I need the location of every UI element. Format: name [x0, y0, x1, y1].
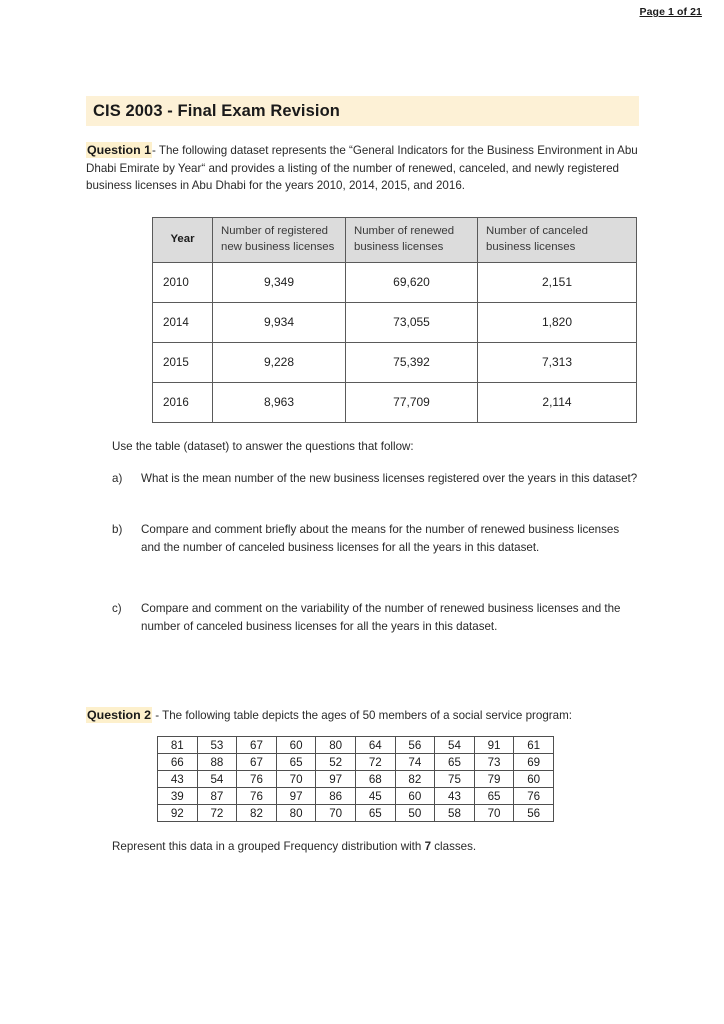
age-cell: 56	[514, 805, 554, 822]
cell-canceled: 2,114	[478, 382, 637, 422]
age-cell: 60	[395, 788, 435, 805]
column-header-renewed-licenses: Number of renewed business licenses	[346, 217, 478, 262]
document-title: CIS 2003 - Final Exam Revision	[86, 96, 639, 126]
age-cell: 97	[276, 788, 316, 805]
age-cell: 81	[158, 737, 198, 754]
table-row	[158, 788, 554, 805]
age-cell: 50	[395, 805, 435, 822]
cell-year: 2016	[153, 382, 213, 422]
age-cell: 76	[514, 788, 554, 805]
cell-canceled: 7,313	[478, 342, 637, 382]
age-cell: 67	[237, 754, 277, 771]
age-cell: 91	[474, 737, 514, 754]
question1-subquestions	[86, 470, 639, 636]
subquestion-c-marker: c)	[112, 602, 122, 615]
cell-canceled: 1,820	[478, 302, 637, 342]
age-cell: 61	[514, 737, 554, 754]
question2-closing-instruction	[112, 840, 639, 853]
age-cell: 80	[316, 737, 356, 754]
age-cell: 92	[158, 805, 198, 822]
question2-label: Question 2	[87, 708, 152, 722]
age-cell: 80	[276, 805, 316, 822]
table-row	[158, 754, 554, 771]
subquestion-b-marker: b)	[112, 523, 123, 536]
closing-prefix: Represent this data in a grouped Frequency distribution with	[112, 840, 425, 854]
age-cell: 66	[158, 754, 198, 771]
cell-canceled: 2,151	[478, 262, 637, 302]
age-cell: 86	[316, 788, 356, 805]
table-row	[153, 342, 637, 382]
age-cell: 76	[237, 771, 277, 788]
age-cell: 65	[276, 754, 316, 771]
cell-new: 9,934	[213, 302, 346, 342]
question1-intro-paragraph	[86, 142, 639, 195]
age-cell: 60	[276, 737, 316, 754]
closing-suffix: classes.	[431, 840, 477, 854]
column-header-year: Year	[153, 217, 213, 262]
ages-grid-table	[157, 736, 554, 822]
age-cell: 56	[395, 737, 435, 754]
age-cell: 69	[514, 754, 554, 771]
cell-renewed: 77,709	[346, 382, 478, 422]
cell-year: 2010	[153, 262, 213, 302]
age-cell: 76	[237, 788, 277, 805]
age-cell: 87	[197, 788, 237, 805]
age-cell: 65	[355, 805, 395, 822]
age-cell: 70	[276, 771, 316, 788]
subquestion-a-text: What is the mean number of the new business licenses registered over the years in this dataset?	[141, 471, 638, 485]
question1-intro-text: - The following dataset represents the “General Indicators for the Business Environment in Abu Dhabi Emirate by Year“ and provides a listing of the number of renewed, canceled, and newly registered business licenses in Abu Dhabi for the years 2010, 2014, 2015, and 2016.	[86, 144, 638, 192]
ages-grid-container	[157, 736, 639, 822]
age-cell: 70	[474, 805, 514, 822]
cell-renewed: 75,392	[346, 342, 478, 382]
table-row	[158, 737, 554, 754]
column-header-canceled-licenses: Number of canceled business licenses	[478, 217, 637, 262]
age-cell: 65	[474, 788, 514, 805]
ages-grid-body	[158, 737, 554, 822]
age-cell: 82	[395, 771, 435, 788]
age-cell: 60	[514, 771, 554, 788]
cell-renewed: 73,055	[346, 302, 478, 342]
question2-block	[86, 707, 639, 853]
age-cell: 45	[355, 788, 395, 805]
cell-new: 8,963	[213, 382, 346, 422]
age-cell: 43	[435, 788, 475, 805]
use-table-instruction: Use the table (dataset) to answer the questions that follow:	[112, 439, 414, 453]
age-cell: 74	[395, 754, 435, 771]
age-cell: 70	[316, 805, 356, 822]
age-cell: 72	[355, 754, 395, 771]
age-cell: 58	[435, 805, 475, 822]
subquestion-c	[112, 600, 639, 635]
cell-new: 9,349	[213, 262, 346, 302]
age-cell: 82	[237, 805, 277, 822]
page-number-header: Page 1 of 21	[639, 6, 702, 18]
age-cell: 68	[355, 771, 395, 788]
column-header-new-licenses: Number of registered new business licenses	[213, 217, 346, 262]
table-row	[153, 302, 637, 342]
age-cell: 54	[197, 771, 237, 788]
age-cell: 39	[158, 788, 198, 805]
table-row	[158, 771, 554, 788]
age-cell: 52	[316, 754, 356, 771]
age-cell: 79	[474, 771, 514, 788]
cell-year: 2014	[153, 302, 213, 342]
table-row	[153, 382, 637, 422]
age-cell: 88	[197, 754, 237, 771]
table-row	[153, 262, 637, 302]
dataset-table-container	[152, 217, 639, 423]
age-cell: 73	[474, 754, 514, 771]
cell-renewed: 69,620	[346, 262, 478, 302]
age-cell: 54	[435, 737, 475, 754]
question2-intro-paragraph	[86, 707, 639, 725]
table-header-row	[153, 217, 637, 262]
closing-class-count: 7	[424, 840, 432, 854]
age-cell: 72	[197, 805, 237, 822]
question1-label: Question 1	[87, 143, 152, 157]
dataset-table	[152, 217, 637, 423]
age-cell: 75	[435, 771, 475, 788]
question2-intro-text: - The following table depicts the ages of 50 members of a social service program:	[152, 709, 572, 722]
age-cell: 97	[316, 771, 356, 788]
subquestion-b-text: Compare and comment briefly about the means for the number of renewed business licenses and the number of canceled business licenses for all the years in this dataset.	[141, 523, 620, 554]
age-cell: 53	[197, 737, 237, 754]
subquestion-b	[112, 521, 639, 556]
document-content	[86, 96, 639, 853]
age-cell: 65	[435, 754, 475, 771]
cell-year: 2015	[153, 342, 213, 382]
age-cell: 43	[158, 771, 198, 788]
age-cell: 64	[355, 737, 395, 754]
age-cell: 67	[237, 737, 277, 754]
table-row	[158, 805, 554, 822]
subquestion-a-marker: a)	[112, 471, 123, 485]
dataset-table-body	[153, 262, 637, 422]
subquestion-a	[112, 470, 639, 488]
subquestion-c-text: Compare and comment on the variability of the number of renewed business licenses and the number of canceled business licenses for all the years in this dataset.	[141, 602, 621, 633]
cell-new: 9,228	[213, 342, 346, 382]
dataset-table-head	[153, 217, 637, 262]
